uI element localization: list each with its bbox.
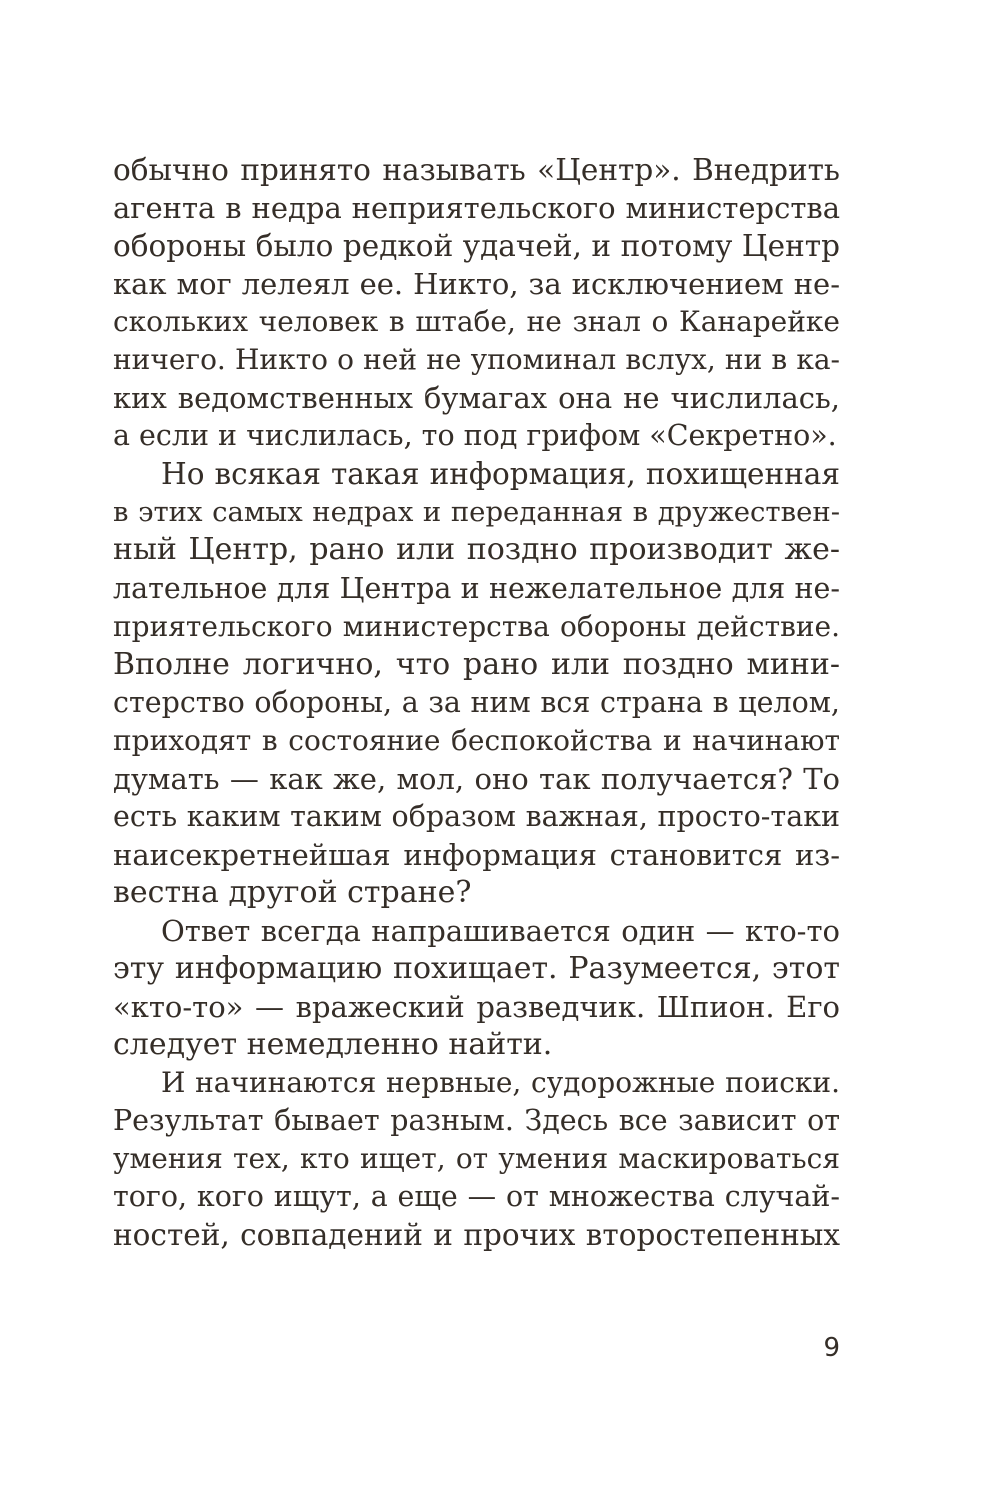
text-line: агента в недра неприятельского министерства	[113, 191, 840, 226]
text-line: ный Центр, рано или поздно производит же-	[113, 532, 840, 568]
page-number: 9	[823, 1333, 840, 1363]
text-line: скольких человек в штабе, не знал о Канарейке	[113, 305, 840, 339]
text-line: наисекретнейшая информация становится из-	[113, 837, 840, 872]
text-line: эту информацию похищает. Разумеется, этот	[113, 950, 840, 986]
text-line: обычно принято называть «Центр». Внедрить	[113, 153, 840, 187]
text-line: «кто-то» — вражеский разведчик. Шпион. Его	[113, 990, 840, 1025]
paragraph	[113, 912, 840, 1064]
text-line: Вполне логично, что рано или поздно мини-	[113, 646, 840, 682]
text-line: ких ведомственных бумагах она не числилась,	[113, 381, 840, 416]
text-line: обороны было редкой удачей, и потому Центр	[113, 229, 840, 264]
paragraph	[113, 1064, 840, 1254]
text-line: приятельского министерства обороны действие.	[113, 609, 840, 643]
text-line: вестна другой стране?	[113, 874, 472, 910]
text-line: ностей, совпадений и прочих второстепенных	[113, 1218, 840, 1253]
text-line: следует немедленно найти.	[113, 1027, 553, 1063]
paragraph	[113, 455, 840, 912]
text-line: Ответ всегда напрашивается один — кто-то	[161, 913, 840, 948]
page-body-text	[113, 151, 840, 1254]
text-line: умения тех, кто ищет, от умения маскироваться	[113, 1142, 840, 1176]
text-line: ничего. Никто о ней не упоминал вслух, ни в ка-	[113, 343, 840, 377]
text-line: Но всякая такая информация, похищенная	[161, 457, 840, 492]
text-line: стерство обороны, а за ним вся страна в целом,	[113, 685, 840, 719]
text-line: как мог лелеял ее. Никто, за исключением не-	[113, 267, 840, 302]
text-line: а если и числилась, то под грифом «Секретно».	[113, 419, 837, 453]
text-line: приходят в состояние беспокойства и начинают	[113, 723, 840, 757]
text-line: в этих самых недрах и переданная в дружествен-	[113, 496, 840, 529]
text-line: И начинаются нервные, судорожные поиски.	[161, 1066, 840, 1100]
text-line: того, кого ищут, а еще — от множества случай-	[113, 1180, 840, 1214]
paragraph	[113, 151, 840, 455]
text-line: есть каким таким образом важная, просто-таки	[113, 799, 840, 833]
text-line: думать — как же, мол, оно так получается? То	[113, 761, 840, 796]
text-line: лательное для Центра и нежелательное для не-	[113, 571, 840, 605]
text-line: Результат бывает разным. Здесь все зависит от	[113, 1104, 840, 1138]
